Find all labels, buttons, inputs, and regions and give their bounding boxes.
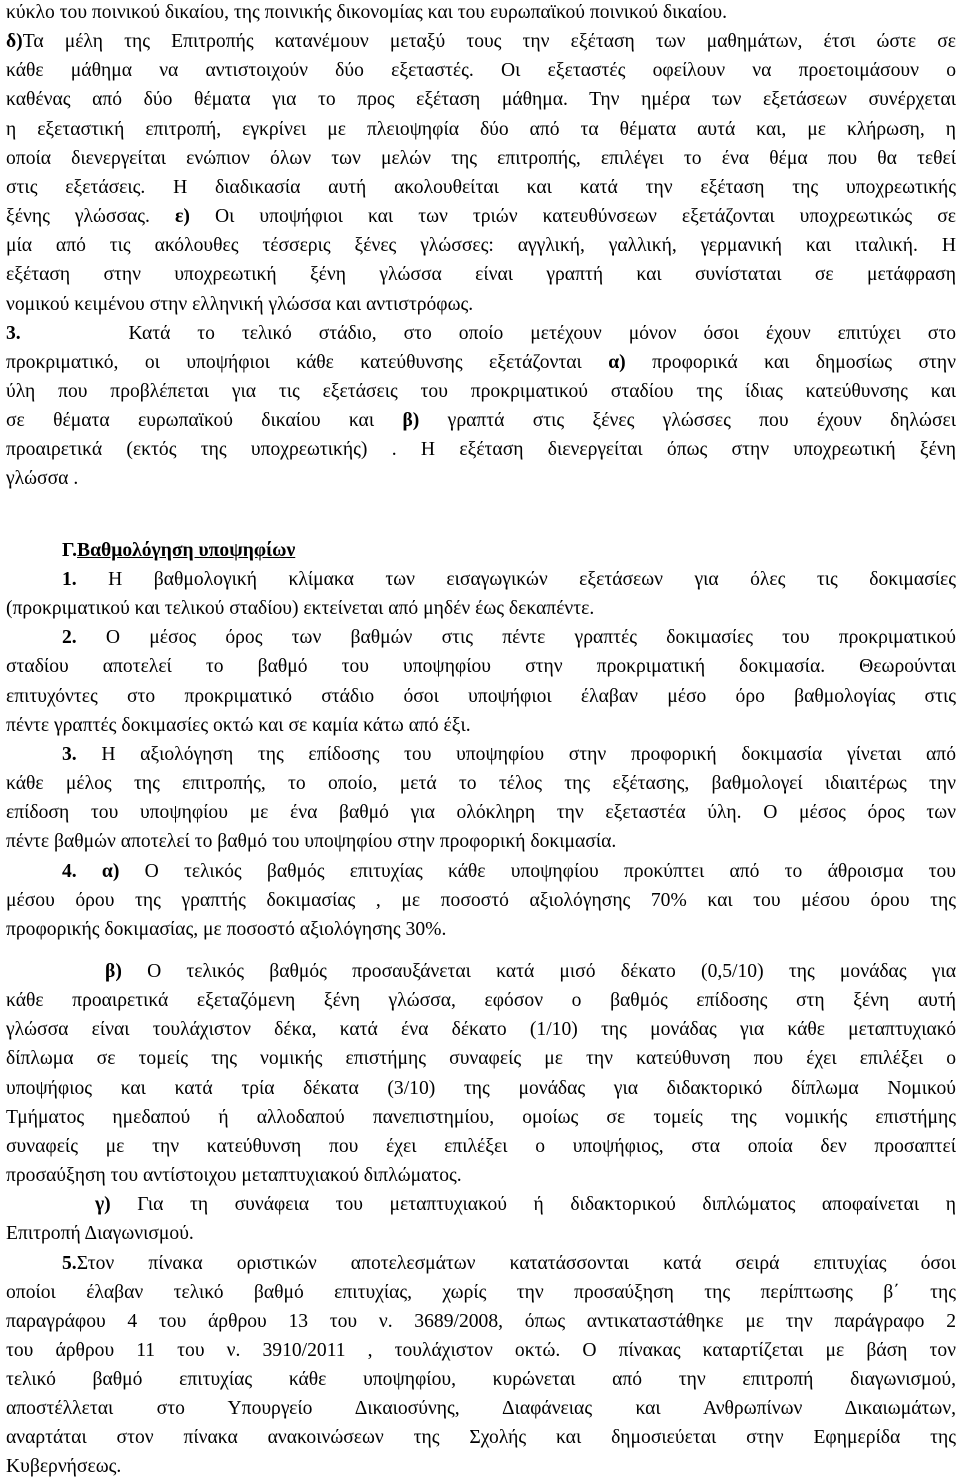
text-line: δ)Τα μέλη της Επιτροπής κατανέμουν μεταξύ τους την εξέταση των μαθημάτων, έτσι ώστε σε — [6, 31, 956, 52]
text-line: υποψήφιος και κατά τρία δέκατα (3/10) της μονάδας για διδακτορικό δίπλωμα Νομικού — [6, 1078, 956, 1099]
text-line: στις εξετάσεις. Η διαδικασία αυτή ακολουθείται και κατά την εξέταση της υποχρεωτικής — [6, 177, 956, 198]
text-line: παραγράφου 4 του άρθρου 13 του ν. 3689/2008, όπως αντικαταστάθηκε με την παράγραφο 2 — [6, 1311, 956, 1332]
text-line: κάθε μέλος της επιτροπής, το οποίο, μετά το τέλος της εξέτασης, βαθμολογεί ιδιαιτέρως την — [6, 773, 956, 794]
text-line: οποία διενεργείται ενώπιον όλων των μελών της επιτροπής, επιλέγει το ένα θέμα που θα τεθεί — [6, 148, 956, 169]
text-line: σταδίου αποτελεί το βαθμό του υποψηφίου στην προκριματική δοκιμασία. Θεωρούνται — [6, 656, 956, 677]
text-line: καθένας από δύο θέματα για το προς εξέταση μάθημα. Την ημέρα των εξετάσεων συνέρχεται — [6, 89, 956, 110]
text-line: γ) Για τη συνάφεια του μεταπτυχιακού ή διδακτορικού διπλώματος αποφαίνεται η — [95, 1194, 956, 1215]
text-line: Κυβερνήσεως. — [6, 1456, 122, 1477]
text-line: 1. Η βαθμολογική κλίμακα των εισαγωγικών εξετάσεων για όλες τις δοκιμασίες — [62, 569, 957, 590]
text-line: πέντε βαθμών αποτελεί το βαθμό του υποψηφίου στην προφορική δοκιμασία. — [6, 831, 617, 852]
text-line: γλώσσα είναι τουλάχιστον δέκα, κατά ένα δέκατο (1/10) της μονάδας για κάθε μεταπτυχιακό — [6, 1019, 956, 1040]
text-line: προκριματικό, οι υποψήφιοι κάθε κατεύθυνσης εξετάζονται α) προφορικά και δημοσίως στην — [6, 352, 956, 373]
text-line: προσαύξηση του αντίστοιχου μεταπτυχιακού διπλώματος. — [6, 1165, 462, 1186]
text-line: οποίοι έλαβαν τελικό βαθμό επιτυχίας, χωρίς την προσαύξηση της περίπτωσης β΄ της — [6, 1282, 956, 1303]
text-line: προφορικής δοκιμασίας, με ποσοστό αξιολόγησης 30%. — [6, 919, 447, 940]
text-line: επίδοση του υποψηφίου με ένα βαθμό για ολόκληρη την εξεταστέα ύλη. Ο μέσος όρος των — [6, 802, 956, 823]
text-line: συναφείς με την κατεύθυνση που έχει επιλέξει ο υποψήφιος, στα οποία δεν προσαπτεί — [6, 1136, 956, 1157]
text-line: πέντε γραπτές δοκιμασίες οκτώ και σε καμία κάτω από έξι. — [6, 715, 471, 736]
section-heading: Γ.Βαθμολόγηση υποψηφίων — [62, 540, 296, 561]
text-line: 3. Η αξιολόγηση της επίδοσης του υποψηφίου στην προφορική δοκιμασία γίνεται από — [62, 744, 956, 765]
text-line: κάθε προαιρετικά εξεταζόμενη ξένη γλώσσα, εφόσον ο βαθμός επίδοσης στη ξένη αυτή — [6, 990, 956, 1011]
text-line: του άρθρου 11 του ν. 3910/2011 , τουλάχιστον οκτώ. Ο πίνακας καταρτίζεται με βάση τον — [6, 1340, 956, 1361]
text-line: μία από τις ακόλουθες τέσσερις ξένες γλώσσες: αγγλική, γαλλική, γερμανική και ιταλική. Η — [6, 235, 956, 256]
text-line: β) Ο τελικός βαθμός προσαυξάνεται κατά μισό δέκατο (0,5/10) της μονάδας για — [105, 961, 956, 982]
text-line: αναρτάται στον πίνακα ανακοινώσεων της Σχολής και δημοσιεύεται στην Εφημερίδα της — [6, 1427, 956, 1448]
text-line: κύκλο του ποινικού δικαίου, της ποινικής δικονομίας και του ευρωπαϊκού ποινικού δικαίου. — [6, 2, 727, 23]
text-line: δίπλωμα σε τομείς της νομικής επιστήμης συναφείς με την κατεύθυνση που έχει επιλέξει ο — [6, 1048, 956, 1069]
text-line: 5.Στον πίνακα οριστικών αποτελεσμάτων κατατάσσονται κατά σειρά επιτυχίας όσοι — [62, 1253, 956, 1274]
text-line: κάθε μάθημα να αντιστοιχούν δύο εξεταστές. Οι εξεταστές οφείλουν να προετοιμάσουν ο — [6, 60, 956, 81]
text-line: σε θέματα ευρωπαϊκού δικαίου και β) γραπτά στις ξένες γλώσσες που έχουν δηλώσει — [6, 410, 957, 431]
text-line: 2. Ο μέσος όρος των βαθμών στις πέντε γραπτές δοκιμασίες του προκριματικού — [62, 627, 957, 648]
text-line: τελικό βαθμό επιτυχίας κάθε υποψηφίου, κυρώνεται από την επιτροπή διαγωνισμού, — [6, 1369, 956, 1390]
text-line: ξένης γλώσσας. ε) Οι υποψήφιοι και των τριών κατευθύνσεων εξετάζονται υποχρεωτικώς σε — [6, 206, 956, 227]
text-line: 3. Κατά το τελικό στάδιο, στο οποίο μετέχουν μόνον όσοι έχουν επιτύχει στο — [6, 323, 956, 344]
text-line: μέσου όρου της γραπτής δοκιμασίας , με ποσοστό αξιολόγησης 70% και του μέσου όρου της — [6, 890, 956, 911]
text-line: νομικού κειμένου στην ελληνική γλώσσα και αντιστρόφως. — [6, 294, 474, 315]
text-line: αποστέλλεται στο Υπουργείο Δικαιοσύνης, Διαφάνειας και Ανθρωπίνων Δικαιωμάτων, — [6, 1398, 956, 1419]
text-line: εξέταση στην υποχρεωτική ξένη γλώσσα είναι γραπτή και συνίσταται σε μετάφραση — [6, 264, 956, 285]
text-line: Τμήματος ημεδαπού ή αλλοδαπού πανεπιστημίου, ομοίως σε τομείς της νομικής επιστήμης — [6, 1107, 956, 1128]
text-line: Επιτροπή Διαγωνισμού. — [6, 1223, 194, 1244]
text-line: γλώσσα . — [6, 468, 79, 489]
text-line: προαιρετικά (εκτός της υποχρεωτικής) . Η εξέταση διενεργείται όπως στην υποχρεωτική ξένη — [6, 439, 956, 460]
text-line: η εξεταστική επιτροπή, εγκρίνει με πλειοψηφία δύο από τα θέματα αυτά και, με κλήρωση, η — [6, 119, 956, 140]
text-line: 4. α) Ο τελικός βαθμός επιτυχίας κάθε υποψηφίου προκύπτει από το άθροισμα του — [62, 861, 956, 882]
text-line: επιτυχόντες στο προκριματικό στάδιο όσοι υποψήφιοι έλαβαν μέσο όρο βαθμολογίας στις — [6, 686, 956, 707]
text-line: (προκριματικού και τελικού σταδίου) εκτείνεται από μηδέν έως δεκαπέντε. — [6, 598, 595, 619]
text-line: ύλη που προβλέπεται για τις εξετάσεις του προκριματικού σταδίου της ίδιας κατεύθυνσης και — [6, 381, 956, 402]
